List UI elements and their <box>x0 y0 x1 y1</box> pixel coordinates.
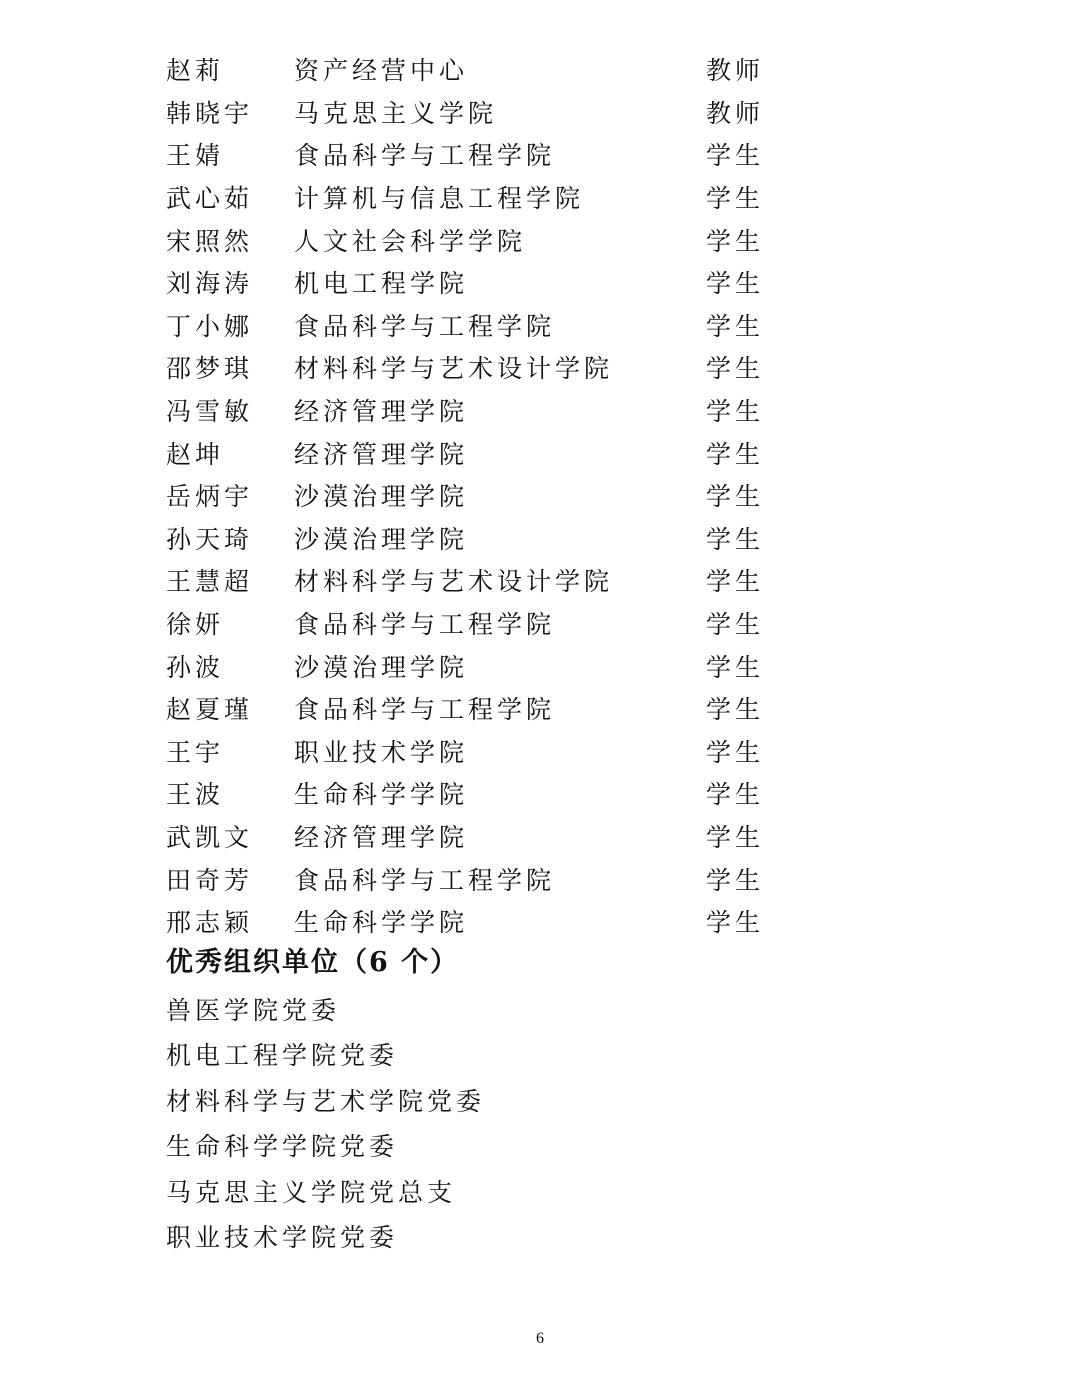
roster-row <box>166 304 926 347</box>
person-name: 冯雪敏 <box>166 397 254 427</box>
person-name: 赵坤 <box>166 439 225 469</box>
person-name: 武凯文 <box>166 822 254 852</box>
roster-list <box>166 48 926 942</box>
roster-row <box>166 48 926 91</box>
person-name: 丁小娜 <box>166 311 254 341</box>
role-label: 学生 <box>706 439 765 469</box>
person-name: 韩晓宇 <box>166 98 254 128</box>
roster-row <box>166 517 926 560</box>
role-label: 学生 <box>706 610 765 640</box>
person-name: 赵夏瑾 <box>166 695 254 725</box>
unit-name: 经济管理学院 <box>294 439 469 469</box>
unit-name: 生命科学学院 <box>294 780 469 810</box>
organization-item: 材料科学与艺术学院党委 <box>166 1086 486 1116</box>
role-label: 学生 <box>706 269 765 299</box>
page-number: 6 <box>536 1330 544 1347</box>
roster-row <box>166 133 926 176</box>
role-label: 教师 <box>706 56 765 86</box>
roster-row <box>166 389 926 432</box>
organization-item: 职业技术学院党委 <box>166 1222 399 1252</box>
roster-row <box>166 602 926 645</box>
role-label: 学生 <box>706 865 765 895</box>
role-label: 学生 <box>706 908 765 938</box>
roster-row <box>166 644 926 687</box>
unit-name: 经济管理学院 <box>294 822 469 852</box>
person-name: 赵莉 <box>166 56 225 86</box>
unit-name: 机电工程学院 <box>294 269 469 299</box>
person-name: 王宇 <box>166 737 225 767</box>
role-label: 学生 <box>706 524 765 554</box>
roster-row <box>166 261 926 304</box>
roster-row <box>166 857 926 900</box>
person-name: 邢志颖 <box>166 908 254 938</box>
unit-name: 食品科学与工程学院 <box>294 141 556 171</box>
roster-row <box>166 91 926 134</box>
roster-row <box>166 474 926 517</box>
role-label: 学生 <box>706 141 765 171</box>
unit-name: 沙漠治理学院 <box>294 652 469 682</box>
role-label: 学生 <box>706 397 765 427</box>
role-label: 学生 <box>706 567 765 597</box>
role-label: 学生 <box>706 737 765 767</box>
unit-name: 马克思主义学院 <box>294 98 498 128</box>
person-name: 邵梦琪 <box>166 354 254 384</box>
unit-name: 食品科学与工程学院 <box>294 865 556 895</box>
unit-name: 食品科学与工程学院 <box>294 311 556 341</box>
person-name: 孙天琦 <box>166 524 254 554</box>
unit-name: 食品科学与工程学院 <box>294 610 556 640</box>
role-label: 学生 <box>706 695 765 725</box>
person-name: 宋照然 <box>166 226 254 256</box>
unit-name: 材料科学与艺术设计学院 <box>294 354 614 384</box>
roster-row <box>166 730 926 773</box>
roster-row <box>166 815 926 858</box>
unit-name: 沙漠治理学院 <box>294 482 469 512</box>
organization-item: 马克思主义学院党总支 <box>166 1177 457 1207</box>
role-label: 学生 <box>706 780 765 810</box>
organization-item: 生命科学学院党委 <box>166 1132 399 1162</box>
unit-name: 沙漠治理学院 <box>294 524 469 554</box>
person-name: 王婧 <box>166 141 225 171</box>
person-name: 王波 <box>166 780 225 810</box>
person-name: 王慧超 <box>166 567 254 597</box>
person-name: 徐妍 <box>166 610 225 640</box>
role-label: 教师 <box>706 98 765 128</box>
roster-row <box>166 900 926 943</box>
roster-row <box>166 772 926 815</box>
organization-list <box>166 988 485 1260</box>
section-title: 优秀组织单位（6 个） <box>166 947 460 978</box>
role-label: 学生 <box>706 652 765 682</box>
unit-name: 生命科学学院 <box>294 908 469 938</box>
roster-row <box>166 218 926 261</box>
role-label: 学生 <box>706 822 765 852</box>
roster-row <box>166 346 926 389</box>
person-name: 武心茹 <box>166 184 254 214</box>
person-name: 孙波 <box>166 652 225 682</box>
unit-name: 计算机与信息工程学院 <box>294 184 585 214</box>
person-name: 刘海涛 <box>166 269 254 299</box>
roster-row <box>166 431 926 474</box>
role-label: 学生 <box>706 482 765 512</box>
role-label: 学生 <box>706 354 765 384</box>
unit-name: 资产经营中心 <box>294 56 469 86</box>
person-name: 田奇芳 <box>166 865 254 895</box>
person-name: 岳炳宇 <box>166 482 254 512</box>
role-label: 学生 <box>706 184 765 214</box>
roster-row <box>166 176 926 219</box>
roster-row <box>166 559 926 602</box>
role-label: 学生 <box>706 311 765 341</box>
roster-row <box>166 687 926 730</box>
unit-name: 经济管理学院 <box>294 397 469 427</box>
organization-item: 机电工程学院党委 <box>166 1041 399 1071</box>
unit-name: 食品科学与工程学院 <box>294 695 556 725</box>
unit-name: 材料科学与艺术设计学院 <box>294 567 614 597</box>
organization-item: 兽医学院党委 <box>166 996 341 1025</box>
role-label: 学生 <box>706 226 765 256</box>
unit-name: 人文社会科学学院 <box>294 226 527 256</box>
unit-name: 职业技术学院 <box>294 737 469 767</box>
